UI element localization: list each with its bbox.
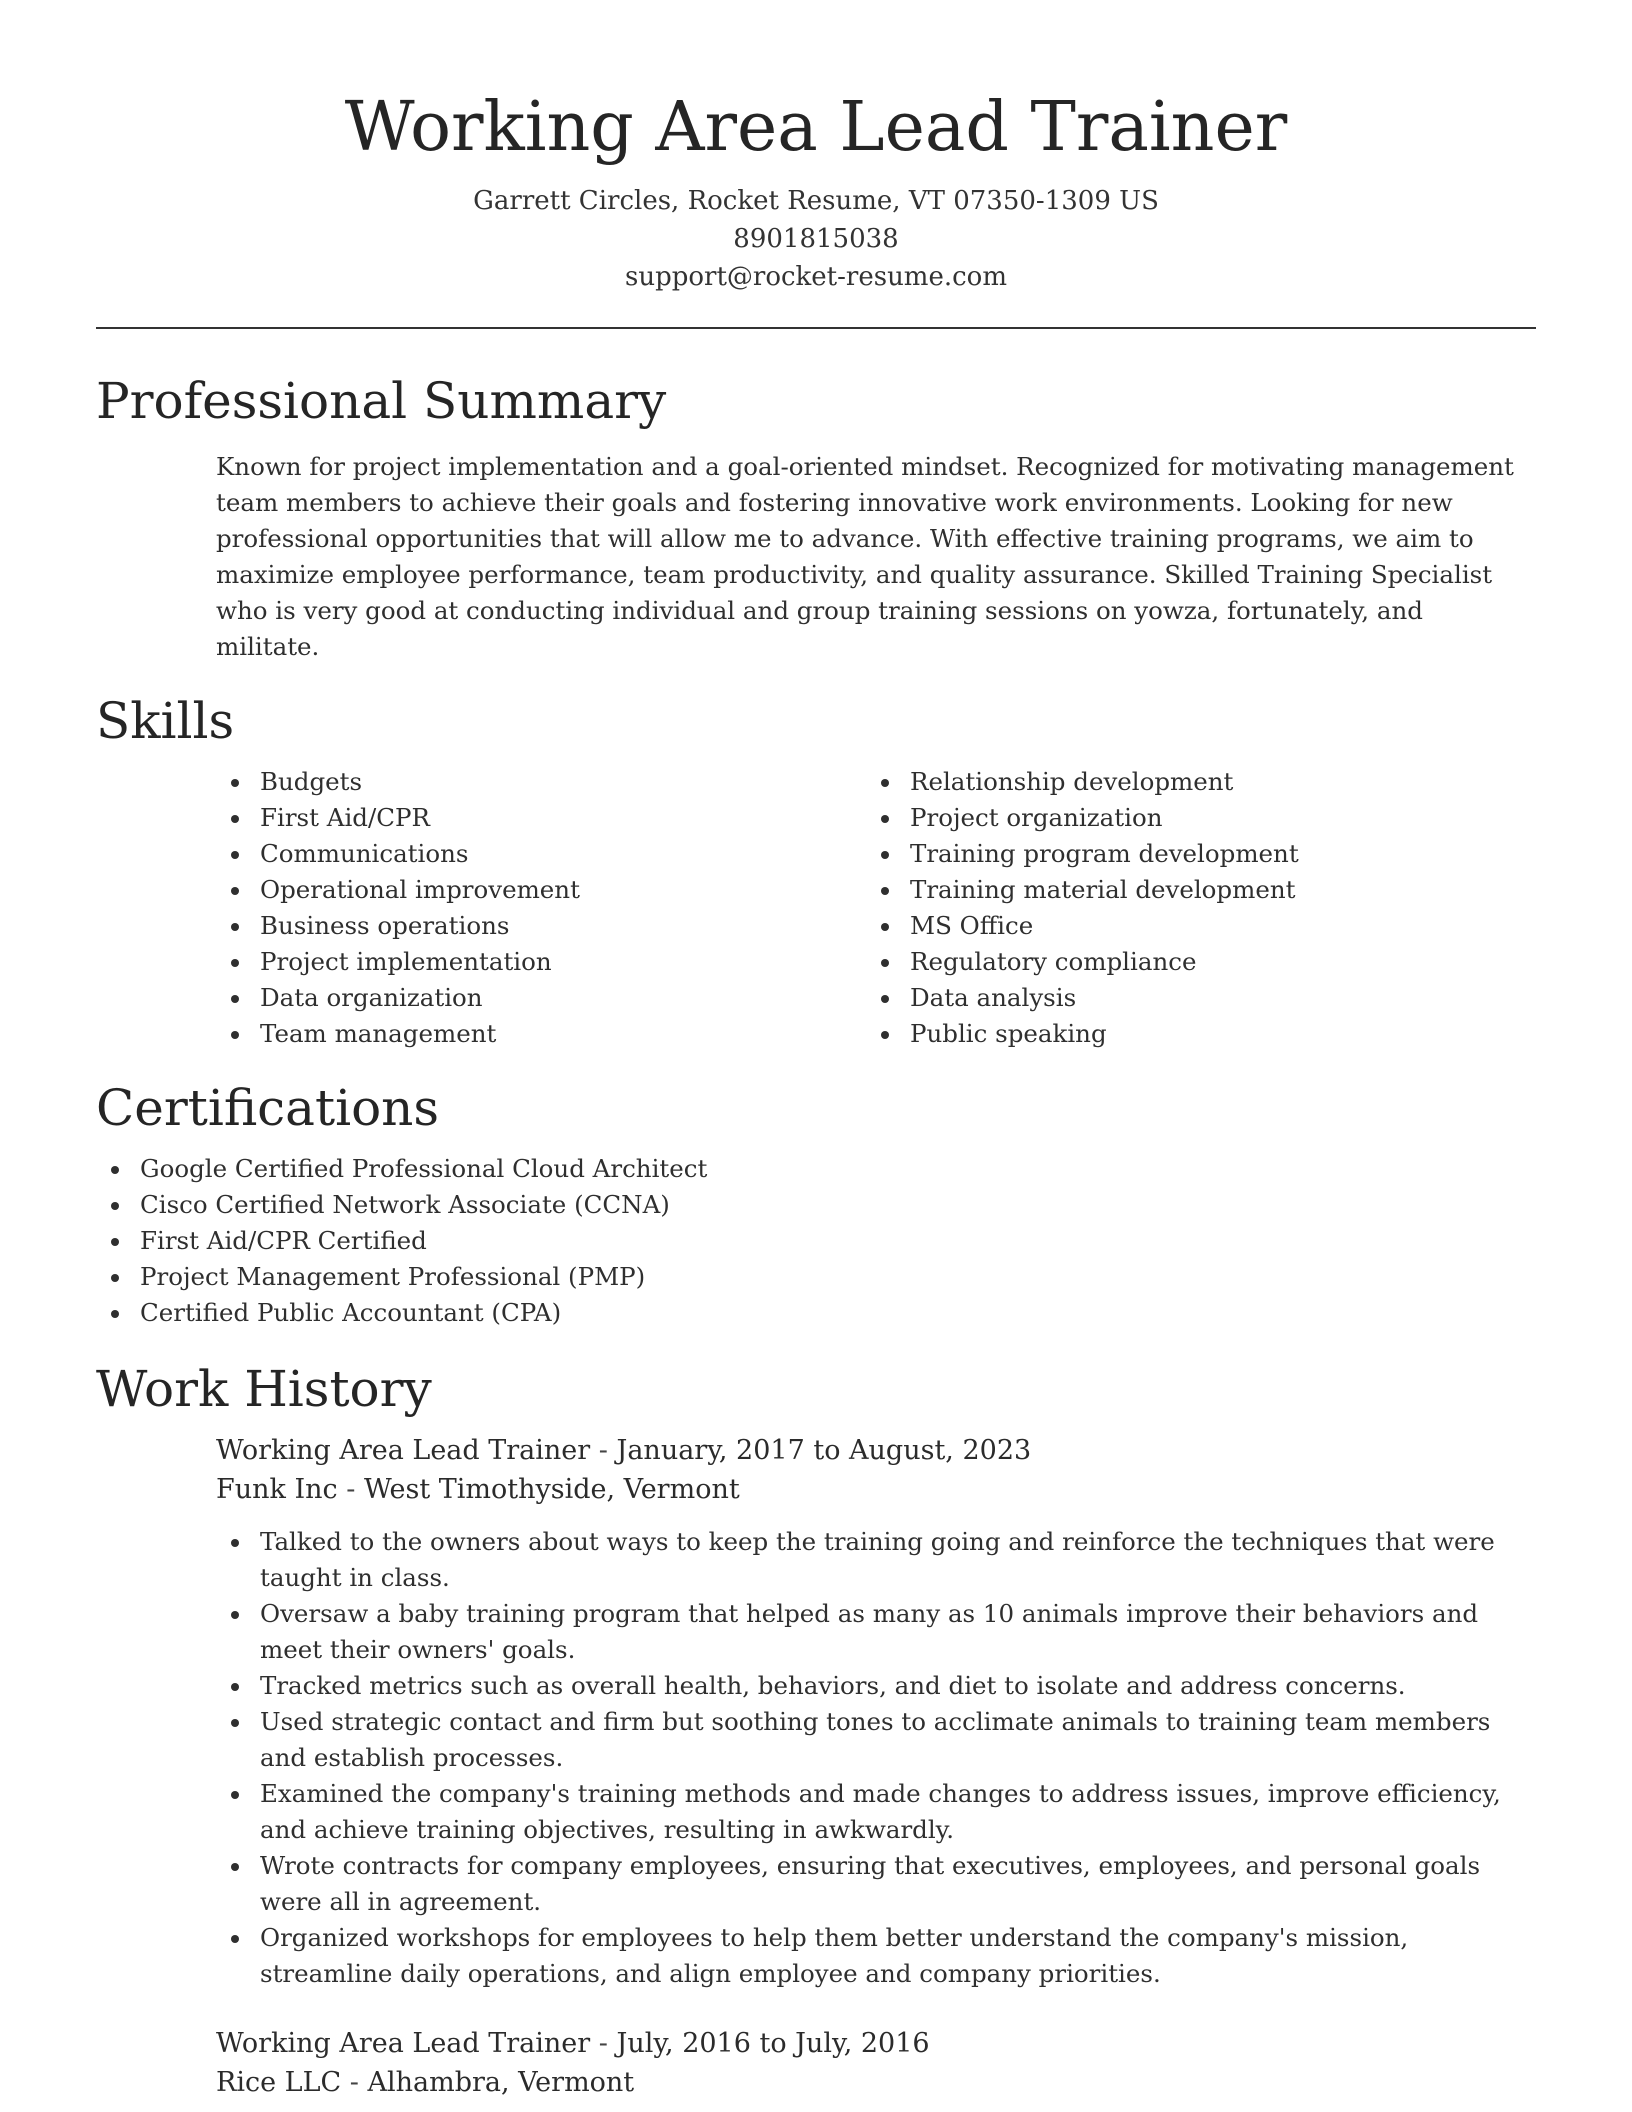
candidate-name: Working Area Lead Trainer (344, 88, 1288, 167)
separator: - (598, 2028, 608, 2059)
certification-item: Cisco Certified Network Associate (CCNA) (96, 1187, 1414, 1223)
job-title-line (216, 2024, 1534, 2063)
summary-section (96, 369, 1536, 665)
separator: - (598, 1435, 608, 1466)
skill-item: Training material development (866, 872, 1526, 908)
certifications-title: Certifications (96, 1079, 440, 1137)
summary-title: Professional Summary (96, 372, 667, 430)
phone: 8901815038 (733, 224, 899, 254)
job-company-line (216, 2063, 1534, 2102)
job-bullet: Used strategic contact and firm but soothing tones to acclimate animals to training team members and establish processes. (216, 1704, 1534, 1776)
job-bullet: Examined the company's training methods and made changes to address issues, improve efficiency, and achieve training objectives, resulting in awkwardly. (216, 1776, 1534, 1848)
skill-item: Regulatory compliance (866, 944, 1526, 980)
skills-title: Skills (96, 692, 235, 750)
job-bullet: Wrote contracts for company employees, ensuring that executives, employees, and personal goals were all in agreement. (216, 1848, 1534, 1920)
certification-item: Google Certified Professional Cloud Architect (96, 1151, 1414, 1187)
summary-text: Known for project implementation and a goal-oriented mindset. Recognized for motivating management team members to achieve their goals and fostering innovative work environments. Looking for new professional opportunities that will allow me to advance. With effective training programs, we aim to maximize employee performance, team productivity, and quality assurance. Skilled Training Specialist who is very good at conducting individual and group training sessions on yowza, fortunately, and militate. (216, 452, 1514, 661)
job-company-line (216, 1470, 1534, 1509)
certifications-section (96, 1076, 1536, 1331)
skills-columns (216, 764, 1534, 1052)
job-bullet: Tracked metrics such as overall health, behaviors, and diet to isolate and address concerns. (216, 1668, 1534, 1704)
work-history-section (96, 1357, 1536, 2102)
contact-block (96, 182, 1536, 296)
job-company: Rice LLC (216, 2067, 342, 2098)
resume-page (96, 0, 1536, 2102)
certification-item: First Aid/CPR Certified (96, 1223, 1414, 1259)
job-entry (216, 2024, 1534, 2102)
job-role: Working Area Lead Trainer (216, 1435, 591, 1466)
certifications-list (96, 1151, 1414, 1331)
skill-item: Operational improvement (216, 872, 866, 908)
resume-header (96, 0, 1536, 296)
skill-item: First Aid/CPR (216, 800, 866, 836)
skills-list-left (216, 764, 866, 1052)
job-role: Working Area Lead Trainer (216, 2028, 591, 2059)
job-company: Funk Inc (216, 1474, 338, 1505)
skill-item: Communications (216, 836, 866, 872)
skills-list-right (866, 764, 1526, 1052)
skills-section (96, 689, 1536, 1052)
job-dates: January, 2017 to August, 2023 (616, 1435, 1032, 1466)
job-bullet: Organized workshops for employees to help them better understand the company's mission, streamline daily operations, and align employee and company priorities. (216, 1920, 1534, 1992)
work-history-title: Work History (96, 1360, 432, 1418)
skill-item: Training program development (866, 836, 1526, 872)
job-title-line (216, 1431, 1534, 1470)
job-bullet: Talked to the owners about ways to keep the training going and reinforce the techniques that were taught in class. (216, 1524, 1534, 1596)
separator: - (346, 1474, 356, 1505)
certification-item: Project Management Professional (PMP) (96, 1259, 1414, 1295)
certification-item: Certified Public Accountant (CPA) (96, 1295, 1414, 1331)
skill-item: Project organization (866, 800, 1526, 836)
job-bullet: Oversaw a baby training program that helped as many as 10 animals improve their behaviors and meet their owners' goals. (216, 1596, 1534, 1668)
skill-item: Budgets (216, 764, 866, 800)
address: Garrett Circles, Rocket Resume, VT 07350-1309 US (473, 186, 1159, 216)
skill-item: Data organization (216, 980, 866, 1016)
skill-item: Relationship development (866, 764, 1526, 800)
skill-item: MS Office (866, 908, 1526, 944)
skill-item: Team management (216, 1016, 866, 1052)
job-location: West Timothyside, Vermont (363, 1474, 740, 1505)
separator: - (349, 2067, 359, 2098)
skill-item: Business operations (216, 908, 866, 944)
job-entry (216, 1431, 1534, 1992)
job-dates: July, 2016 to July, 2016 (616, 2028, 930, 2059)
job-location: Alhambra, Vermont (367, 2067, 635, 2098)
job-bullets (216, 1524, 1534, 1992)
skill-item: Data analysis (866, 980, 1526, 1016)
email: support@rocket-resume.com (624, 262, 1007, 292)
skill-item: Project implementation (216, 944, 866, 980)
skill-item: Public speaking (866, 1016, 1526, 1052)
header-divider (96, 327, 1536, 329)
